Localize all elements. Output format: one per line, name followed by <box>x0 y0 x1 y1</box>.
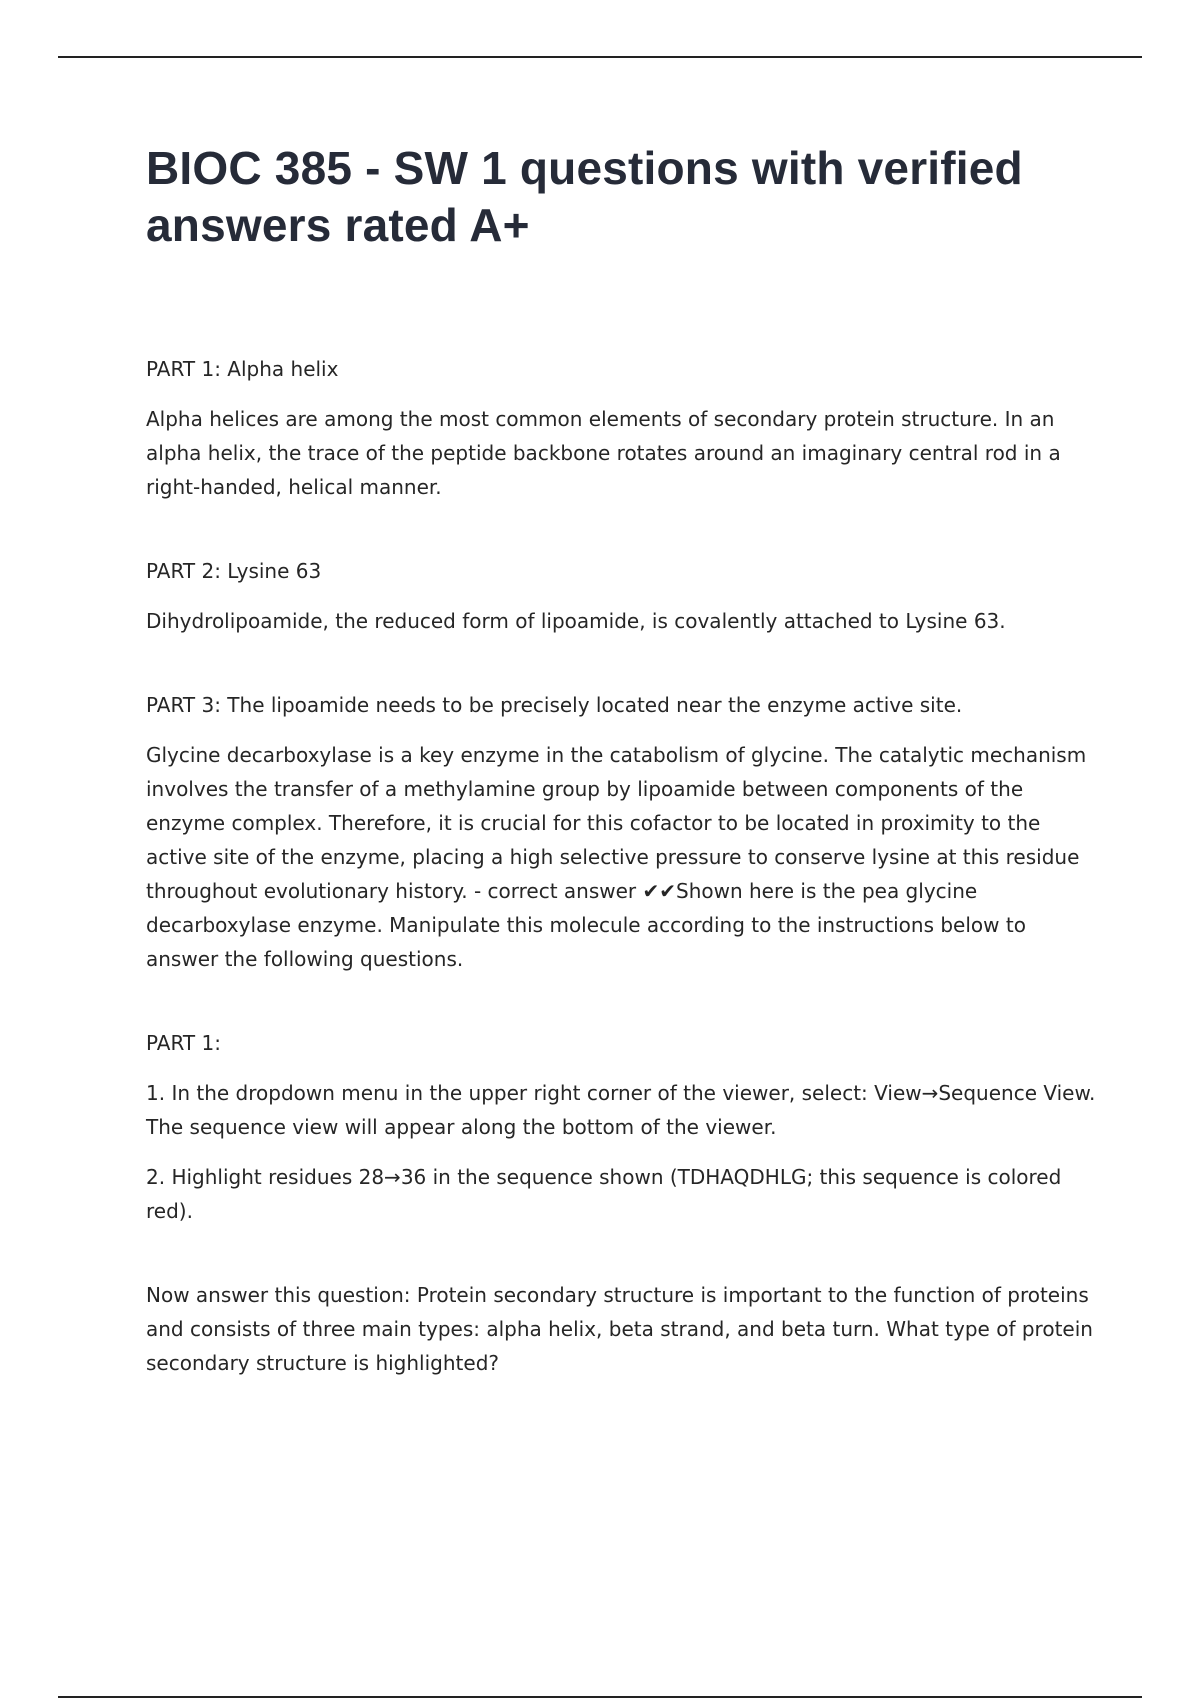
section-part-2-lysine <box>146 554 1096 638</box>
section-question <box>146 1278 1096 1380</box>
question-text: Now answer this question: Protein secondary structure is important to the function of proteins and consists of three main types: alpha helix, beta strand, and beta turn. What type of protein secondary structure is highlighted? <box>146 1283 1093 1375</box>
instruction-step-2: 2. Highlight residues 28→36 in the sequence shown (TDHAQDHLG; this sequence is colored red). <box>146 1165 1062 1223</box>
section-heading: PART 1: <box>146 1031 221 1055</box>
section-paragraph: Glycine decarboxylase is a key enzyme in the catabolism of glycine. The catalytic mechanism involves the transfer of a methylamine group by lipoamide between components of the enzyme complex. Therefore, it is crucial for this cofactor to be located in proximity to the active site of the enzyme, placing a high selective pressure to conserve lysine at this residue throughout evolutionary history. - correct answer ✔✔Shown here is the pea glycine decarboxylase enzyme. Manipulate this molecule according to the instructions below to answer the following questions. <box>146 743 1087 971</box>
section-heading: PART 3: The lipoamide needs to be precisely located near the enzyme active site. <box>146 693 963 717</box>
section-paragraph: Dihydrolipoamide, the reduced form of lipoamide, is covalently attached to Lysine 63. <box>146 609 1006 633</box>
bottom-rule <box>58 1696 1142 1698</box>
document-title: BIOC 385 - SW 1 questions with verified answers rated A+ <box>146 142 1023 251</box>
document-body <box>146 352 1096 1380</box>
top-rule <box>58 56 1142 58</box>
section-part-3-lipoamide <box>146 688 1096 976</box>
section-heading: PART 1: Alpha helix <box>146 357 339 381</box>
section-part-1-instructions <box>146 1026 1096 1228</box>
document-page <box>146 140 1096 1430</box>
section-part-1-alpha-helix <box>146 352 1096 504</box>
section-paragraph: Alpha helices are among the most common elements of secondary protein structure. In an alpha helix, the trace of the peptide backbone rotates around an imaginary central rod in a right-handed, helical manner. <box>146 407 1061 499</box>
section-heading: PART 2: Lysine 63 <box>146 559 322 583</box>
instruction-step-1: 1. In the dropdown menu in the upper right corner of the viewer, select: View→Sequence View. The sequence view will appear along the bottom of the viewer. <box>146 1081 1096 1139</box>
